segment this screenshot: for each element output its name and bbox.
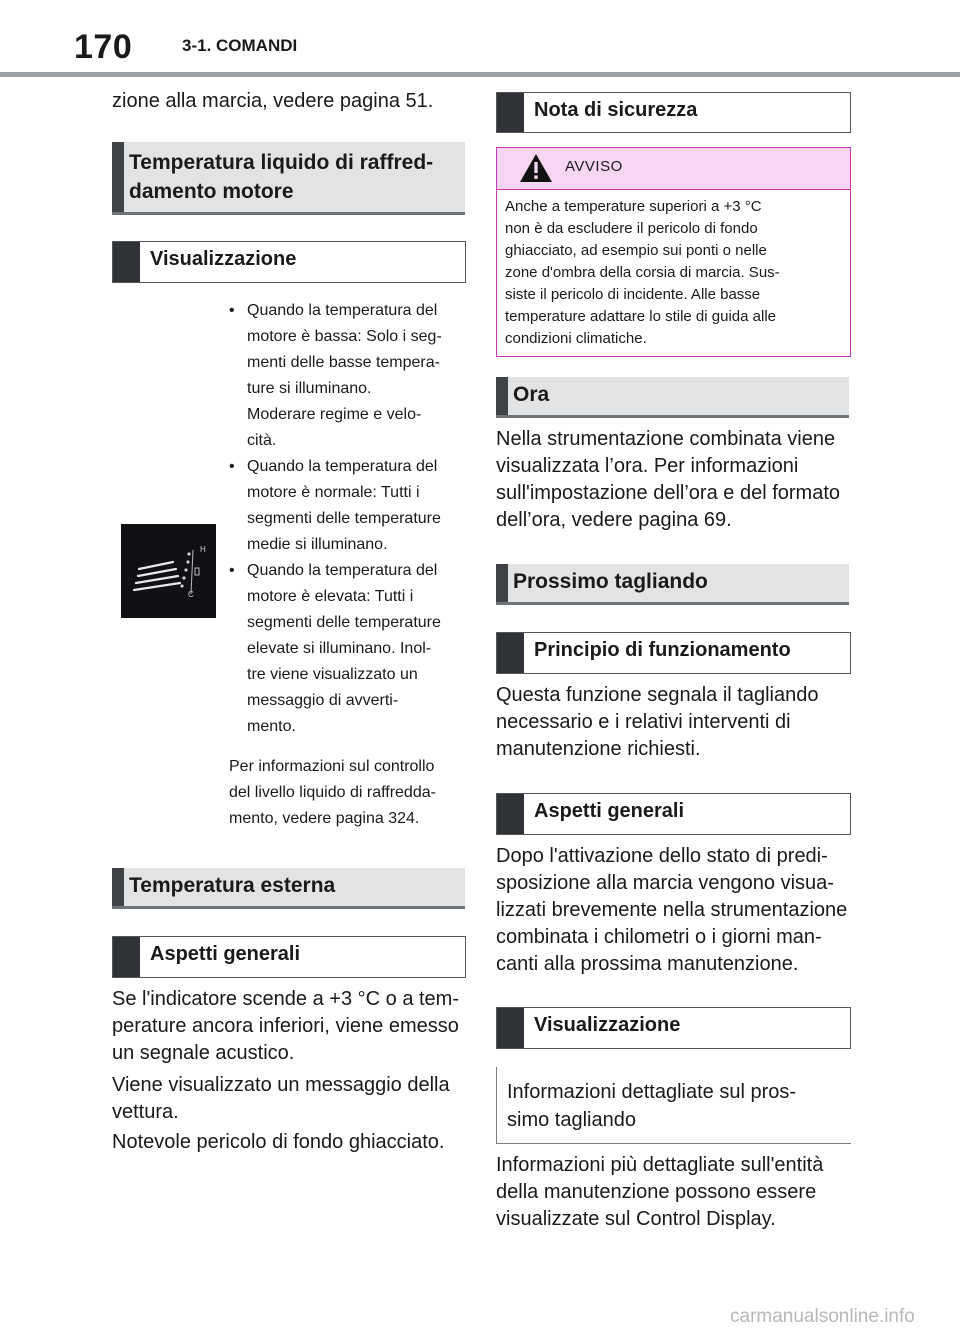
heading-bar xyxy=(496,564,508,602)
gauge-cold-label: C xyxy=(188,590,194,599)
heading-detailed-info xyxy=(496,1067,851,1144)
heading-text: Visualizzazione xyxy=(150,248,297,270)
warning-header xyxy=(497,148,850,190)
list-item: • Quando la temperatura del motore è elevata: Tutti i segmenti delle temperature elevate si illuminano. Inol- tre viene visualizzato un messaggio di avverti- mento. xyxy=(229,558,469,740)
heading-text: Temperatura esterna xyxy=(129,874,336,897)
warning-text: Anche a temperature superiori a +3 °C non è da escludere il pericolo di fondo ghiacciato, ad esempio sui ponti o nelle zone d'ombra della corsia di marcia. Sus- siste il pericolo di incidente. Alle basse temperature adattare lo stile di guida alle condizioni climatiche. xyxy=(505,198,780,347)
heading-text: Nota di sicurezza xyxy=(534,99,698,121)
heading-operating-principle xyxy=(496,632,851,674)
warning-box xyxy=(496,147,851,357)
heading-safety-note xyxy=(496,92,851,133)
principle-paragraph: Questa funzione segnala il tagliando necessario e i relativi interventi di manutenzione richiesti. xyxy=(496,684,819,760)
page-header xyxy=(0,0,960,76)
heading-time xyxy=(496,377,849,418)
heading-general-right xyxy=(496,793,851,835)
coolant-reference-text: Per informazioni sul controllo del livello liquido di raffredda- mento, vedere pagina 324. xyxy=(229,758,436,827)
section-title: 3-1. COMANDI xyxy=(182,36,298,55)
warning-triangle-icon xyxy=(519,153,553,188)
heading-text: Visualizzazione xyxy=(534,1014,681,1036)
heading-text: Prossimo tagliando xyxy=(513,570,708,593)
footer-watermark: carmanualsonline.info xyxy=(730,1306,915,1327)
heading-bar xyxy=(497,93,524,132)
heading-text: Informazioni dettagliate sul pros- simo tagliando xyxy=(507,1081,797,1131)
general-paragraph: Dopo l'attivazione dello stato di predi- sposizione alla marcia vengono visua- lizzati brevemente nella strumentazione combinata i chilometri o i giorni man- canti alla prossima manutenzione. xyxy=(496,845,848,975)
temperature-bullet-list xyxy=(229,298,469,740)
gauge-hot-label: H xyxy=(200,545,206,554)
heading-bar xyxy=(496,377,508,415)
outside-temp-paragraph: Notevole pericolo di fondo ghiacciato. xyxy=(112,1131,445,1153)
detail-paragraph: Informazioni più dettagliate sull'entità della manutenzione possono essere visualizzate sul Control Display. xyxy=(496,1154,824,1230)
heading-outside-temperature xyxy=(112,868,465,909)
heading-bar xyxy=(113,242,140,282)
outside-temp-paragraph: Viene visualizzato un messaggio della vettura. xyxy=(112,1074,450,1123)
outside-temp-paragraph: Se l'indicatore scende a +3 °C o a tem- perature ancora inferiori, viene emesso un segnale acustico. xyxy=(112,988,460,1064)
heading-text: Aspetti generali xyxy=(534,800,685,822)
time-paragraph: Nella strumentazione combinata viene visualizzata l’ora. Per informazioni sull'impostazione dell’ora e del formato dell’ora, vedere pagina 69. xyxy=(496,428,840,531)
coolant-gauge-image xyxy=(121,524,216,618)
heading-next-service xyxy=(496,564,849,605)
heading-bar xyxy=(112,868,124,906)
heading-bar xyxy=(497,1008,524,1048)
warning-label: AVVISO xyxy=(565,158,623,175)
heading-bar xyxy=(112,142,124,212)
heading-bar xyxy=(497,633,524,673)
list-item: • Quando la temperatura del motore è normale: Tutti i segmenti delle temperature medie si illuminano. xyxy=(229,454,469,558)
list-item: • Quando la temperatura del motore è bassa: Solo i seg- menti delle basse tempera- ture si illuminano. Moderare regime e velo- cità. xyxy=(229,298,469,454)
heading-text: Aspetti generali xyxy=(150,943,301,965)
heading-bar xyxy=(113,937,140,977)
heading-display-right xyxy=(496,1007,851,1049)
heading-text: Ora xyxy=(513,383,550,406)
page-number: 170 xyxy=(74,28,133,66)
heading-coolant-temperature xyxy=(112,142,465,215)
heading-bar xyxy=(497,794,524,834)
header-rule xyxy=(0,72,960,77)
heading-line: damento motore xyxy=(129,180,294,203)
heading-general-left xyxy=(112,936,466,978)
intro-text: zione alla marcia, vedere pagina 51. xyxy=(112,90,434,112)
heading-display xyxy=(112,241,466,283)
heading-line: Temperatura liquido di raffred- xyxy=(129,151,434,174)
heading-text: Principio di funzionamento xyxy=(534,639,791,661)
